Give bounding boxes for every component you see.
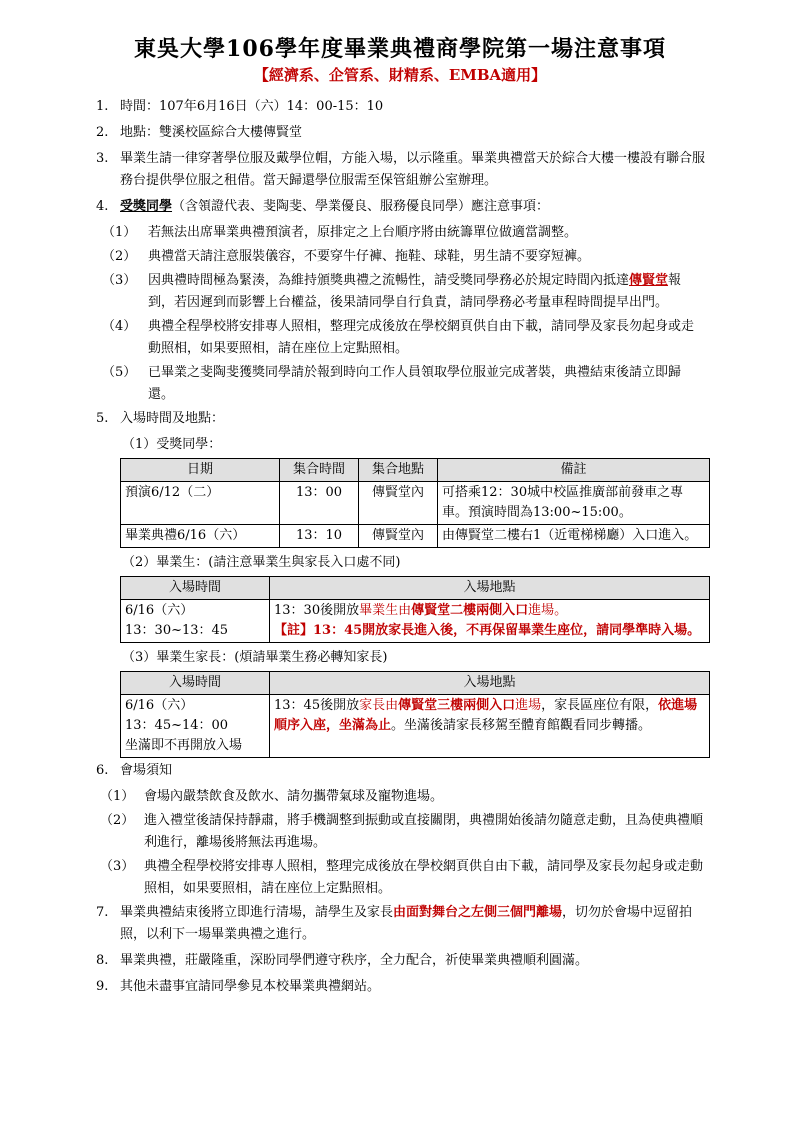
entry-location-text — [274, 601, 705, 621]
table-row — [121, 695, 710, 758]
text-segment: 進場 — [515, 698, 542, 713]
sub-text: 報到，若因遲到而影響上台權益，後果請同學自行負責，請同學務必考量車程時間提早出門。 — [148, 273, 682, 310]
text-segment: 傳賢堂三樓兩側入口 — [398, 698, 516, 713]
sub-text: 典禮全程學校將安排專人照相，整理完成後放在學校網頁供自由下載，請同學及家長勿起身或走動照相，如果要照相，請在座位上定點照相。 — [144, 859, 704, 896]
sub-text: 進入禮堂後請保持靜肅，將手機調整到振動或直接關閉，典禮開始後請勿隨意走動，且為使典禮順利進行，離場後將無法再進場。 — [144, 813, 704, 850]
table-cell: 由傳賢堂二樓右1（近電梯梯廳）入口進入。 — [438, 525, 710, 548]
item-number: 4. — [96, 199, 109, 214]
table-header: 日期 — [121, 459, 280, 482]
item-venue-rules — [96, 760, 706, 782]
item-number: 1. — [96, 99, 109, 114]
table-header-row — [121, 577, 710, 600]
table-header: 入場地點 — [270, 672, 710, 695]
table-caption: （3）畢業生家長：(煩請畢業生務必轉知家長) — [122, 650, 388, 665]
item-number: 5. — [96, 411, 109, 426]
item-number: 7. — [96, 905, 109, 920]
sub-number: （4） — [102, 319, 137, 334]
table-header: 入場地點 — [270, 577, 710, 600]
text-segment: 家長由 — [359, 698, 399, 713]
text-segment: 傳賢堂二樓兩側入口 — [411, 603, 529, 618]
sub-item — [96, 316, 706, 360]
sub-item — [96, 246, 706, 268]
highlight-exit: 由面對舞台之左側三個門離場 — [393, 905, 563, 920]
sub-item — [96, 362, 706, 406]
table-cell: 傳賢堂內 — [359, 525, 438, 548]
table-cell — [121, 695, 270, 758]
item-number: 3. — [96, 151, 109, 166]
parents-table — [120, 671, 710, 758]
item-number: 6. — [96, 763, 109, 778]
award-recipients-table — [120, 458, 710, 548]
sub-number: （1） — [100, 789, 135, 804]
table-header-row — [121, 459, 710, 482]
award-recipients-heading: 受獎同學 — [120, 199, 173, 214]
item-time — [96, 96, 706, 118]
item-text: ，切勿於會場中逗留拍照，以利下一場畢業典禮之進行。 — [120, 905, 693, 942]
item-text: 時間：107年6月16日（六）14：00-15：10 — [120, 99, 384, 114]
sub-text: 典禮全程學校將安排專人照相，整理完成後放在學校網頁供自由下載，請同學及家長勿起身或走動照相，如果要照相，請在座位上定點照相。 — [148, 319, 695, 356]
item-dress-code — [96, 148, 706, 192]
sub-item — [96, 270, 706, 314]
table-cell — [121, 600, 270, 643]
item-text: （含領證代表、斐陶斐、學業優良、服務優良同學）應注意事項： — [172, 199, 550, 214]
table-caption: （2）畢業生：(請注意畢業生與家長入口處不同) — [122, 555, 401, 570]
table-row — [121, 525, 710, 548]
sub-number: （3） — [102, 273, 137, 288]
page-subtitle: 【經濟系、企管系、財精系、EMBA適用】 — [253, 66, 547, 84]
text-segment: 13：45後開放 — [274, 698, 360, 713]
entry-time: 13：30~13：45 — [125, 623, 229, 638]
entry-closure: 坐滿即不再開放入場 — [125, 738, 243, 753]
item-number: 9. — [96, 979, 109, 994]
item-text: 畢業典禮，莊嚴隆重，深盼同學們遵守秩序，全力配合，祈使畢業典禮順利圓滿。 — [120, 953, 589, 968]
item-award-recipients — [96, 196, 706, 218]
sub-item — [96, 222, 706, 244]
table-header: 備註 — [438, 459, 710, 482]
sub-item — [96, 856, 706, 900]
table-cell: 13：00 — [280, 482, 359, 525]
item-text: 其他未盡事宜請同學參見本校畢業典禮網站。 — [120, 979, 381, 994]
item-text: 畢業典禮結束後將立即進行清場，請學生及家長 — [120, 905, 394, 920]
table-header: 集合地點 — [359, 459, 438, 482]
table-header: 入場時間 — [121, 577, 270, 600]
sub-text: 若無法出席畢業典禮預演者，原排定之上台順序將由統籌單位做適當調整。 — [148, 225, 578, 240]
entry-date: 6/16（六） — [125, 603, 194, 618]
table-cell: 可搭乘12：30城中校區推廣部前發車之專車。預演時間為13:00~15:00。 — [438, 482, 710, 525]
sub-item — [96, 786, 706, 808]
sub-number: （2） — [100, 813, 135, 828]
graduates-table — [120, 576, 710, 643]
sub-number: （1） — [102, 225, 137, 240]
table-cell: 傳賢堂內 — [359, 482, 438, 525]
sub-item — [96, 810, 706, 854]
item-other — [96, 976, 706, 998]
sub-text: 典禮當天請注意服裝儀容，不要穿牛仔褲、拖鞋、球鞋，男生請不要穿短褲。 — [148, 249, 591, 264]
table-cell: 預演6/12（二） — [121, 482, 280, 525]
sub-number: （3） — [100, 859, 135, 874]
table-cell — [270, 600, 710, 643]
text-segment: 。坐滿後請家長移駕至體育館觀看同步轉播。 — [391, 718, 652, 733]
item-text: 會場須知 — [120, 763, 173, 778]
text-segment: 畢業生由 — [359, 603, 412, 618]
item-number: 8. — [96, 953, 109, 968]
text-segment: ，家長區座位有限， — [541, 698, 659, 713]
table-header: 集合時間 — [280, 459, 359, 482]
text-segment: 13：30後開放 — [274, 603, 360, 618]
entry-date: 6/16（六） — [125, 698, 194, 713]
sub-text: 會場內嚴禁飲食及飲水、請勿攜帶氣球及寵物進場。 — [144, 789, 444, 804]
item-exit — [96, 902, 706, 946]
sub-text: 已畢業之斐陶斐獲獎同學請於報到時向工作人員領取學位服並完成著裝，典禮結束後請立即歸還。 — [148, 365, 682, 402]
sub-number: （5） — [102, 365, 137, 380]
table-header: 入場時間 — [121, 672, 270, 695]
text-segment: 依進場順序入座，坐滿為止 — [274, 698, 698, 733]
table-caption: （1）受獎同學： — [122, 437, 222, 452]
table-row — [121, 482, 710, 525]
item-location — [96, 122, 706, 144]
item-entry-times — [96, 408, 706, 430]
table-cell: 13：10 — [280, 525, 359, 548]
item-text: 地點：雙溪校區綜合大樓傳賢堂 — [120, 125, 303, 140]
page-title: 東吳大學106學年度畢業典禮商學院第一場注意事項 — [134, 36, 666, 62]
highlight-hall: 傳賢堂 — [629, 273, 669, 288]
item-number: 2. — [96, 125, 109, 140]
table-cell: 畢業典禮6/16（六） — [121, 525, 280, 548]
entry-time: 13：45~14：00 — [125, 718, 229, 733]
entry-note: 【註】13：45開放家長進入後，不再保留畢業生座位，請同學準時入場。 — [274, 623, 701, 638]
table-row — [121, 600, 710, 643]
sub-text: 因典禮時間極為緊湊，為維持頒獎典禮之流暢性，請受獎同學務必於規定時間內抵達 — [148, 273, 630, 288]
table-cell — [270, 695, 710, 758]
notice-list — [96, 96, 706, 1002]
text-segment: 進場。 — [528, 603, 568, 618]
item-text: 入場時間及地點： — [120, 411, 225, 426]
table-header-row — [121, 672, 710, 695]
item-order — [96, 950, 706, 972]
sub-number: （2） — [102, 249, 137, 264]
item-text: 畢業生請一律穿著學位服及戴學位帽，方能入場，以示隆重。畢業典禮當天於綜合大樓一樓設有聯合服務台提供學位服之租借。當天歸還學位服需至保管組辦公室辦理。 — [120, 151, 706, 188]
